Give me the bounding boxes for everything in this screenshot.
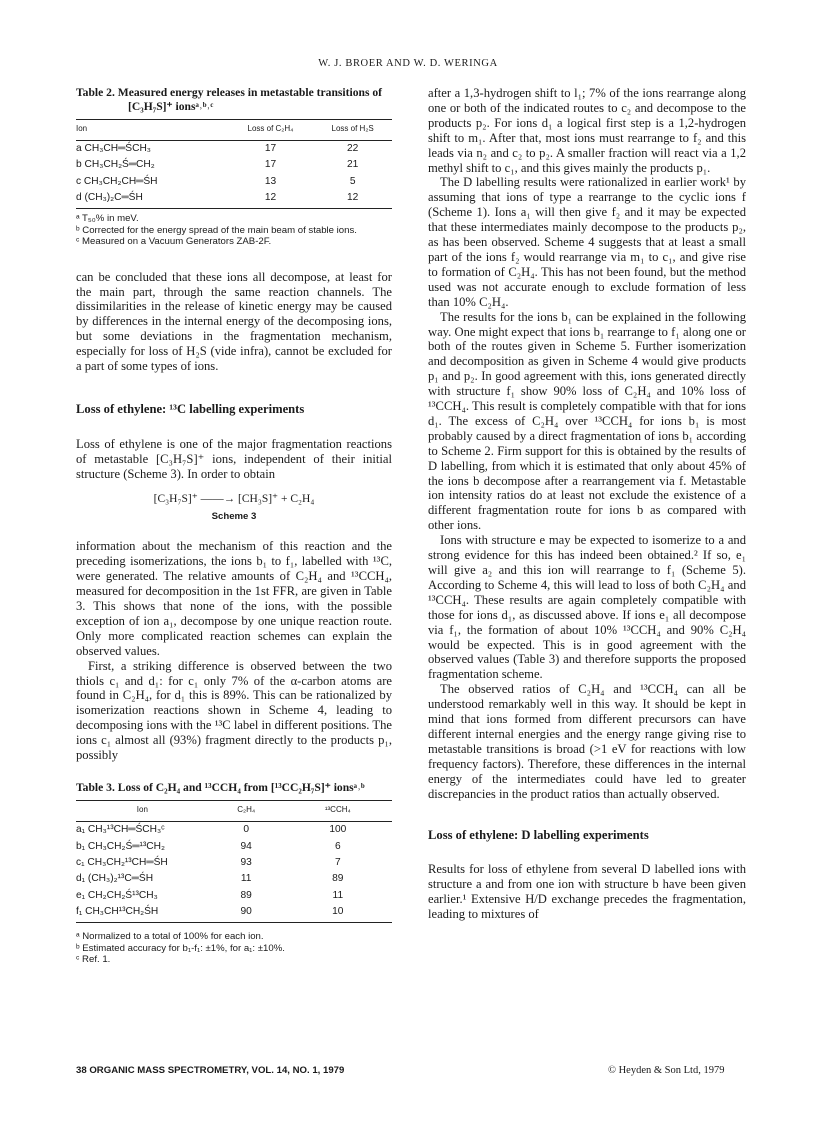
table-cell: 7: [334, 856, 341, 868]
table-row: [76, 839, 392, 855]
table-cell: 0: [243, 824, 250, 836]
paragraph: The D labelling results were rationalized in earlier work¹ by assuming that ions of type a rearrange to the cyclic ions f (Scheme 1). Ions a₁ will then give f₂ and it may be expected that these intermediates mainly decompose to the products p₂, as has been observed. Scheme 4 suggests that at least a small part of the ions f₂ would rearrange via m₁ to c₁, and give rise to formation of C₂H₄. This has not been found, but the method used was not accurate enough to exclude formation of less than 10% C₂H₄.: [428, 175, 746, 309]
table-row: [76, 822, 392, 839]
footnote: ᶜ Ref. 1.: [76, 954, 111, 966]
table3-footnotes: [76, 931, 392, 966]
table-row: [76, 855, 392, 871]
paragraph: can be concluded that these ions all decompose, at least for the main part, through the same reaction channels. The dissimilarities in the release of kinetic energy may be caused by differences in the internal energy of the decomposing ions, but some deviations in the fragmentation mechanism, especially for loss of H₂S (vide infra), cannot be excluded for a part of some types of ions.: [76, 269, 392, 374]
table-cell: 17: [264, 142, 277, 154]
section-heading: Loss of ethylene: D labelling experiments: [428, 827, 649, 842]
table-cell: 94: [240, 840, 252, 852]
table-cell: b₁ CH₃CH₂Ś═¹³CH₂: [76, 840, 165, 852]
footnote: ᶜ Measured on a Vacuum Generators ZAB-2F.: [76, 236, 272, 248]
table-cell: 93: [240, 856, 252, 868]
table-cell: 12: [228, 190, 314, 209]
footnote: ᵇ Estimated accuracy for b₁-f₁: ±1%, for a₁: ±10%.: [76, 942, 285, 954]
table3-header-c2h4: C₂H₄: [209, 801, 284, 822]
scheme3-equation: [C₃H₇S]⁺ ——→ [CH₃S]⁺ + C₂H₄: [153, 492, 315, 505]
paragraph: after a 1,3-hydrogen shift to l₁; 7% of the ions rearrange along one or both of the indicated routes to c₂ and decompose to the products p₂. For ions d₁ a logical first step is a 1,2-hydrogen shift to m₁. After that, most ions must rearrange to f₂ and this leads via n₂ and c₂ to p₂. A smaller fraction will react via a 1,2 methyl shift to c₁, and this gives mainly the products p₁.: [428, 86, 746, 175]
footnote: ᵃ Normalized to a total of 100% for each ion.: [76, 931, 264, 943]
table-row: [76, 140, 392, 157]
table-cell: 11: [332, 889, 344, 901]
table-row: [76, 904, 392, 923]
table-cell: 10: [284, 904, 392, 923]
paragraph: Results for loss of ethylene from several D labelled ions with structure a and from one ion with structure b have been given earlier.¹ Extensive H/D exchange precedes the fragmentation, leading to mixtures of: [428, 862, 746, 922]
left-column: [76, 86, 392, 966]
table-cell: e₁ CH₂CH₂Ś¹³CH₃: [76, 889, 158, 901]
table2-footnotes: [76, 213, 392, 248]
table3-header-ion: Ion: [76, 801, 209, 822]
paragraph: The results for the ions b₁ can be explained in the following way. One might expect that ions b₁ rearrange to f₁ along one or both of the routes given in Scheme 5. Further isomerization and decomposition as given in Scheme 4 would give products p₁ and p₂. In good agreement with this, ions generated directly with structure f₁ show 90% loss of C₂H₄ and 10% loss of ¹³CCH₄. This result is completely compatible with that for ions d₁. The excess of C₂H₄ over ¹³CCH₄ for ions b₁ is most probably caused by a direct fragmentation of ions b₁ according to Scheme 2. Firm support for this is obtained by the results of D labelling, from which it is estimated that only about 45% of the ions b decompose after a rearrangement via f. Metastable ion intensity ratios do at least not exclude the existence of a different fragmentation route for ions b as compared with other ions.: [428, 309, 746, 533]
paragraph: First, a striking difference is observed between the two thiols c₁ and d₁: for c₁ only 7% of the α-carbon atoms are found in C₂H₄, for d₁ this is 89%. This can be rationalized by isomerization reactions shown in Scheme 4, leading to decomposing ions with the ¹³C label in different positions. The ions c₁ almost all (93%) fragment directly to the products p₁, possibly: [76, 658, 392, 763]
table-row: [76, 888, 392, 904]
paragraph: Loss of ethylene is one of the major fragmentation reactions of metastable [C₃H₇S]⁺ ions, independent of their initial structure (Scheme 3). In order to obtain: [76, 436, 392, 481]
table-cell: 12: [313, 190, 392, 209]
table2-header-ion: Ion: [76, 120, 228, 141]
table-cell: d (CH₃)₂C═ŚH: [76, 190, 228, 209]
table-row: [76, 190, 392, 209]
table-cell: 6: [334, 840, 341, 852]
running-header: W. J. BROER AND W. D. WERINGA: [318, 58, 498, 69]
table-cell: 17: [264, 159, 277, 171]
table-cell: a₁ CH₃¹³CH═ŚCH₃ᶜ: [76, 824, 165, 836]
table3-header-13cch4: ¹³CCH₄: [284, 801, 392, 822]
table2-header-h2s: Loss of H₂S: [313, 120, 392, 141]
footnote: ᵃ T₅₀% in meV.: [76, 213, 139, 225]
table3: [76, 800, 392, 923]
table2-header-c2h4: Loss of C₂H₄: [228, 120, 314, 141]
footer-journal: 38 ORGANIC MASS SPECTROMETRY, VOL. 14, NO. 1, 1979: [76, 1065, 345, 1076]
paragraph: Ions with structure e may be expected to isomerize to a and strong evidence for this has indeed been obtained.² If so, e₁ will give a₂ and this ion will rearrange to f₁ (Scheme 5). According to Scheme 4, this will lead to loss of both C₂H₄ and ¹³CCH₄. These results are again completely compatible with those for ions d₁, as discussed above. If ions e₁ all decompose via f₁, the formation of about 10% ¹³CCH₄ and 90% C₂H₄ would be expected. This is in good agreement with the observed values (Table 3) and therefore supports the proposed fragmentation scheme.: [428, 533, 746, 682]
table-cell: c₁ CH₃CH₂¹³CH═ŚH: [76, 856, 168, 868]
table-cell: 22: [346, 142, 359, 154]
table-cell: 13: [264, 175, 277, 187]
table2: [76, 119, 392, 209]
table-cell: a CH₃CH═ŚCH₃: [76, 142, 151, 154]
table-cell: 11: [240, 873, 252, 885]
table-cell: 89: [240, 889, 252, 901]
table3-caption: Table 3. Loss of C₂H₄ and ¹³CCH₄ from [¹³CC₂H₇S]⁺ ionsᵃ˒ᵇ: [76, 780, 365, 794]
table2-caption: Table 2. Measured energy releases in metastable transitions of [C₃H₇S]⁺ ionsᵃ˒ᵇ˒ᶜ: [76, 86, 383, 113]
table-cell: 100: [329, 824, 347, 836]
table-cell: 5: [349, 175, 356, 187]
paragraph: The observed ratios of C₂H₄ and ¹³CCH₄ can all be understood remarkably well in this way. It should be kept in mind that ions formed from different precursors can have different internal energies and the energy range giving rise to metastable transitions is broad (>1 eV for reactions with low frequency factors). Therefore, these differences in the internal energy of the intermediates could have led to greater discrepancies in the product ratios than actually observed.: [428, 682, 746, 801]
table-cell: d₁ (CH₃)₂¹³C═ŚH: [76, 873, 154, 885]
table-cell: 21: [346, 159, 359, 171]
paragraph: information about the mechanism of this reaction and the preceding isomerizations, the ions b₁ to f₁, labelled with ¹³C, were generated. The relative amounts of C₂H₄ and ¹³CCH₄, measured for decomposition in the 1st FFR, are given in Table 3. This shows that none of the ions, with the possible exception of ion a₁, decompose by one unique reaction route. Only more complicated reaction schemes can explain the observed values.: [76, 539, 392, 658]
table-cell: b CH₃CH₂Ś═CH₂: [76, 159, 155, 171]
section-heading: Loss of ethylene: ¹³C labelling experiments: [76, 401, 305, 416]
table-row: [76, 871, 392, 887]
right-column: [428, 86, 746, 922]
table-row: [76, 174, 392, 190]
table-cell: f₁ CH₃CH¹³CH₂ŚH: [76, 904, 209, 923]
table-cell: 90: [209, 904, 284, 923]
table-cell: c CH₃CH₂CH═ŚH: [76, 175, 158, 187]
footer-copyright: © Heyden & Son Ltd, 1979: [608, 1065, 725, 1076]
table-row: [76, 157, 392, 173]
footnote: ᵇ Corrected for the energy spread of the main beam of stable ions.: [76, 224, 357, 236]
scheme3-label: Scheme 3: [211, 511, 257, 523]
table-cell: 89: [332, 873, 344, 885]
